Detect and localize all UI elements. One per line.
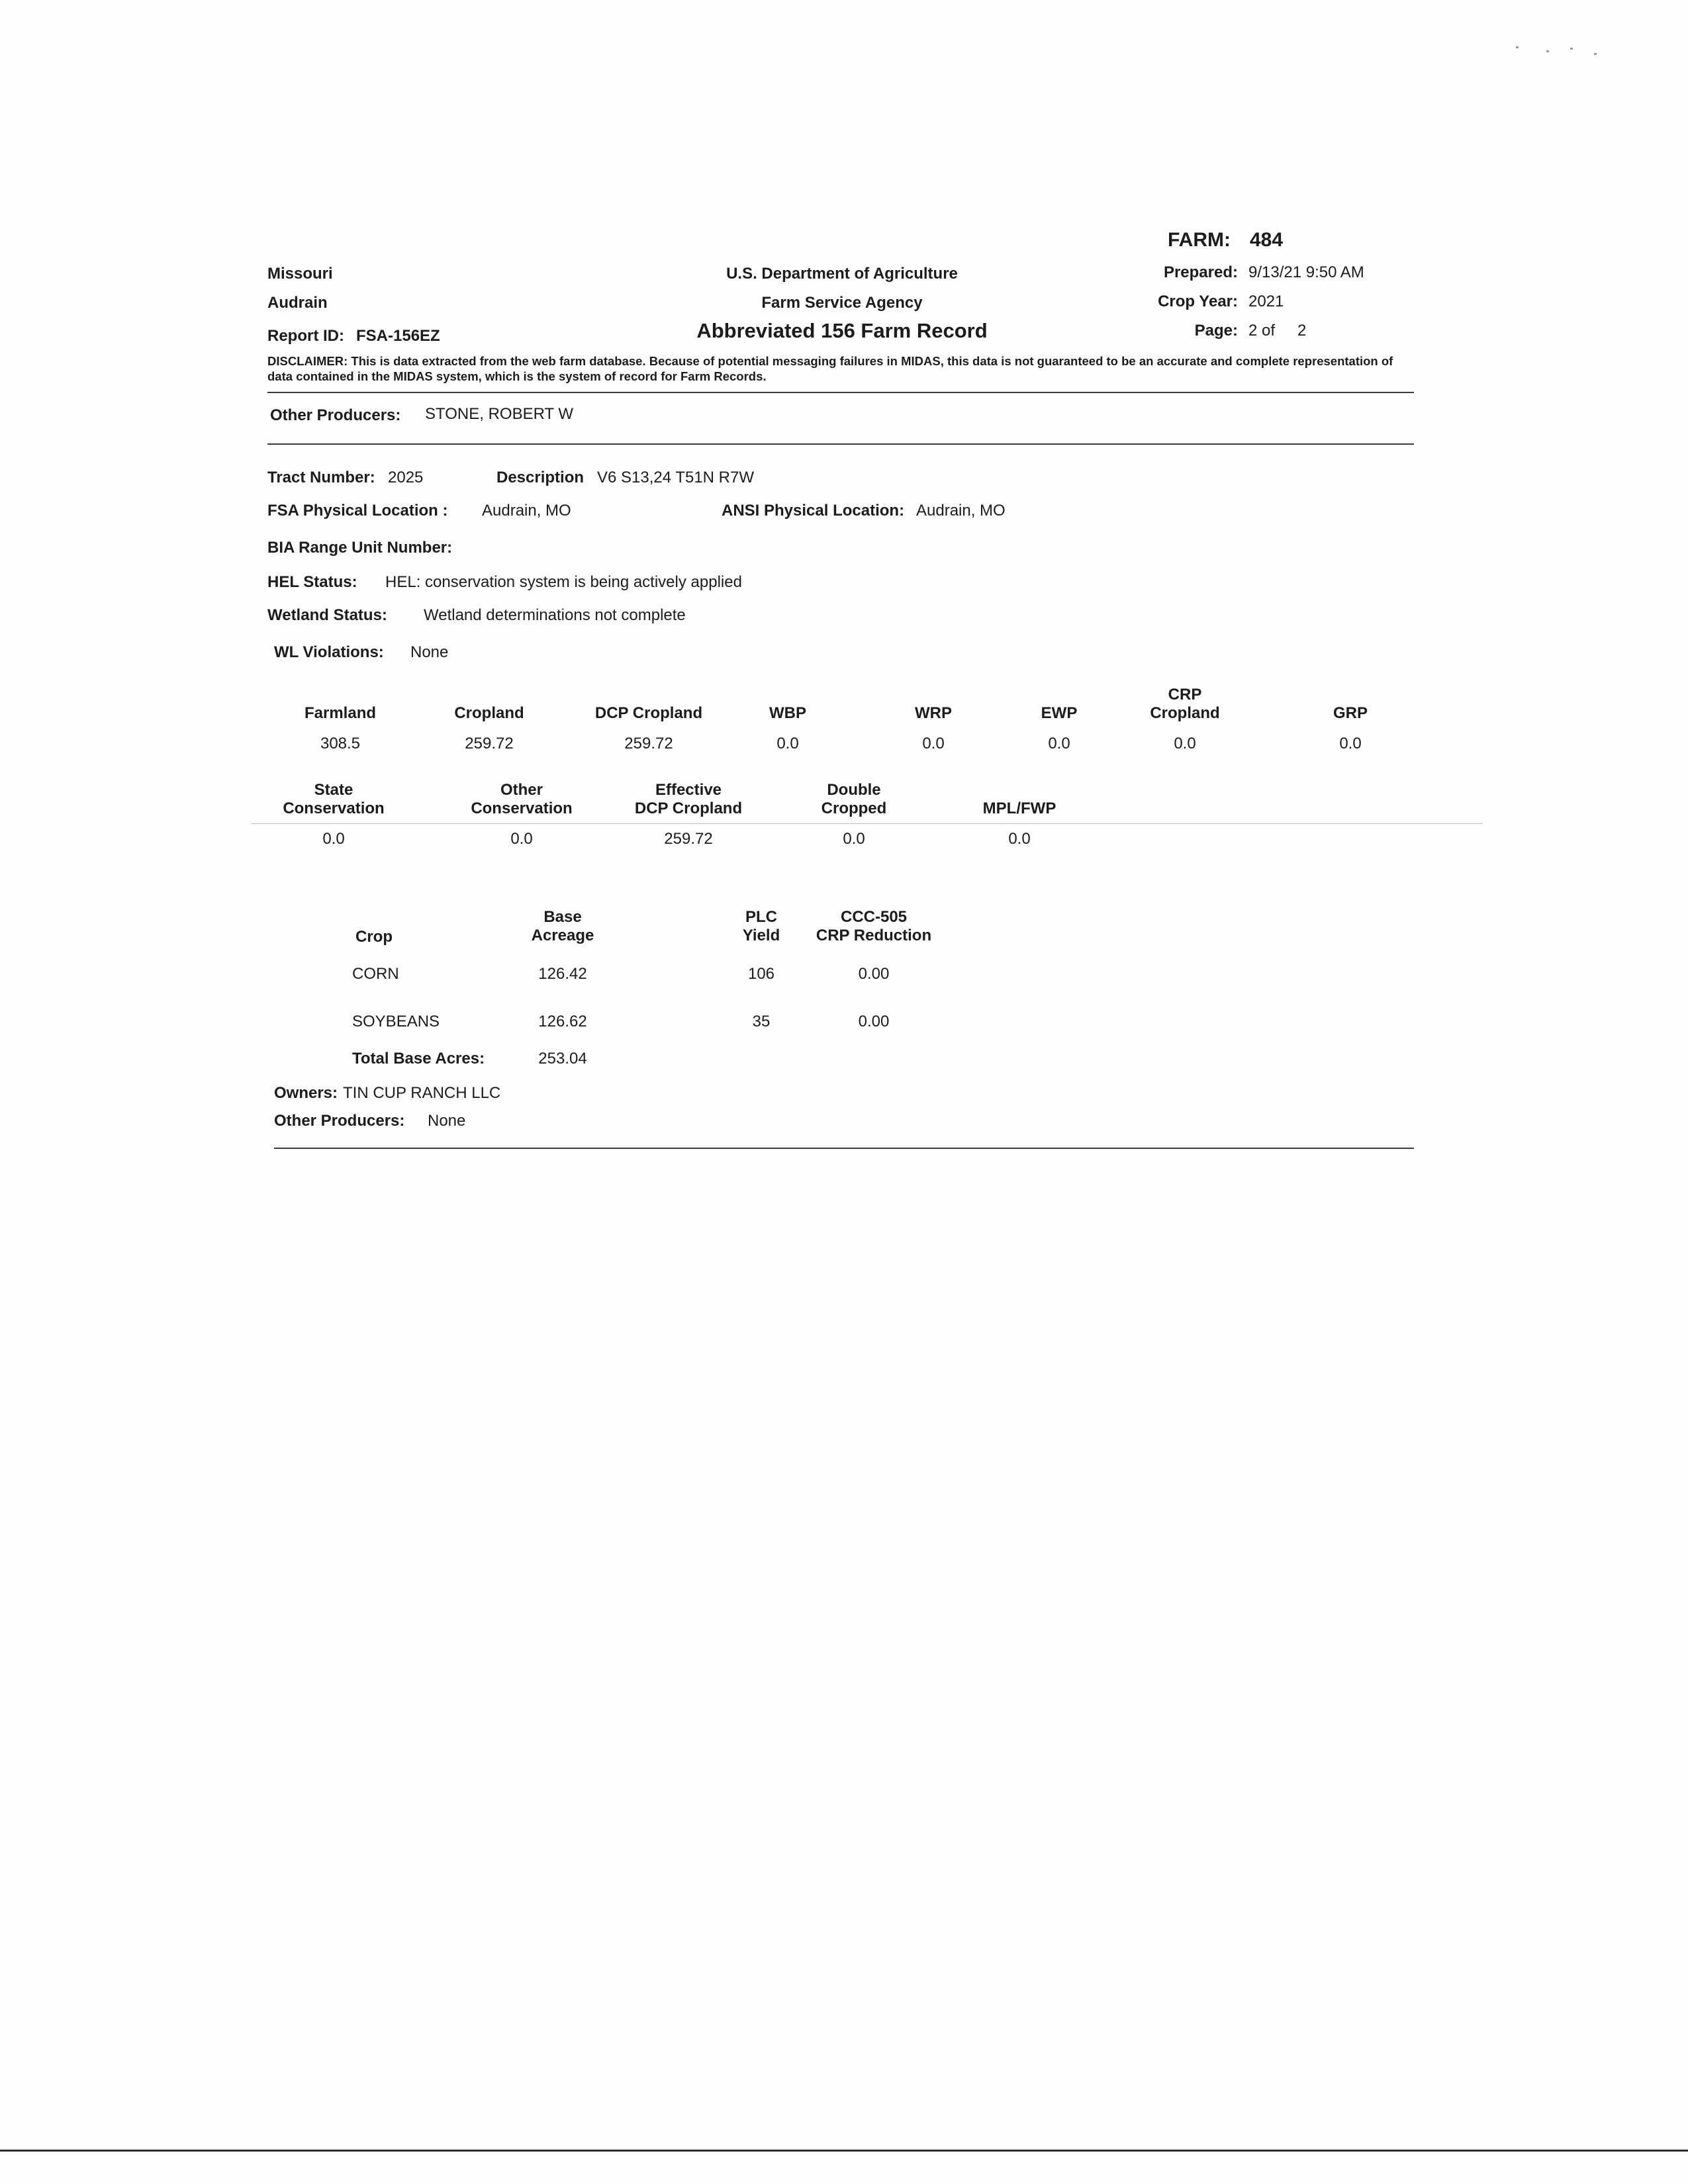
table-cell: 0.0 [922, 735, 945, 752]
crop-year-label: Crop Year: [1158, 293, 1238, 310]
table-cell: SOYBEANS [352, 1013, 440, 1030]
table-header: Crop [355, 928, 393, 946]
table-header: WBP [769, 704, 806, 722]
total-base-acres-label: Total Base Acres: [352, 1050, 485, 1068]
tract-description-value: V6 S13,24 T51N R7W [597, 469, 755, 486]
prepared-label: Prepared: [1163, 263, 1238, 281]
table-cell: 0.0 [1339, 735, 1362, 752]
scan-speck [1546, 50, 1549, 52]
table-header: Cropland [1150, 704, 1220, 722]
table-header: CCC-505 [840, 908, 908, 926]
table-cell: 0.00 [858, 1013, 890, 1030]
tract-description-label: Description [496, 469, 585, 486]
farm-number: 484 [1250, 229, 1284, 251]
table-header: MPL/FWP [982, 799, 1056, 817]
county-name: Audrain [267, 294, 328, 312]
table-cell: 0.0 [1008, 830, 1031, 848]
wl-violations-label: WL Violations: [274, 643, 384, 661]
state-name: Missouri [267, 265, 333, 283]
table-header: Double [827, 781, 881, 799]
table-header: Farmland [304, 704, 377, 722]
table-cell: 0.00 [858, 965, 890, 983]
tract-producers-value: None [428, 1112, 466, 1130]
farm-producers-label: Other Producers: [270, 406, 401, 424]
scan-speck [1570, 48, 1573, 50]
table-cell: 126.42 [538, 965, 587, 983]
table-header: Yield [742, 927, 780, 944]
table-header: Conservation [471, 799, 573, 817]
table-header: Cropped [821, 799, 887, 817]
crop-year-value: 2021 [1248, 293, 1284, 310]
owners-value: TIN CUP RANCH LLC [343, 1084, 501, 1102]
table-cell: 0.0 [776, 735, 799, 752]
farm-producers-value: STONE, ROBERT W [425, 405, 574, 423]
report-id-label: Report ID: [267, 327, 344, 345]
page-label: Page: [1194, 322, 1238, 340]
table-header: DCP Cropland [594, 704, 703, 722]
table-header: Base [543, 908, 582, 926]
table-cell: 259.72 [624, 735, 673, 752]
table-header: Acreage [531, 927, 594, 944]
table-header: Cropland [454, 704, 524, 722]
agency-line-1: U.S. Department of Agriculture [726, 265, 958, 283]
table-header: DCP Cropland [634, 799, 743, 817]
table-header: CRP [1168, 686, 1202, 704]
table-cell: 0.0 [322, 830, 345, 848]
wetland-status-label: Wetland Status: [267, 606, 387, 624]
ansi-location-value: Audrain, MO [916, 502, 1006, 520]
divider [267, 443, 1414, 445]
tract-number-value: 2025 [388, 469, 424, 486]
table-header: State [314, 781, 353, 799]
table-header: EWP [1041, 704, 1078, 722]
table-cell: 0.0 [510, 830, 533, 848]
ansi-location-label: ANSI Physical Location: [722, 502, 905, 520]
farm-label: FARM: [1168, 229, 1231, 251]
divider [267, 392, 1414, 393]
table-header: WRP [915, 704, 952, 722]
table-cell: 308.5 [320, 735, 361, 752]
page-value: 2 of [1248, 322, 1276, 340]
report-id-value: FSA-156EZ [356, 327, 440, 345]
report-title: Abbreviated 156 Farm Record [696, 319, 988, 342]
table-cell: 106 [747, 965, 775, 983]
table-cell: 0.0 [1174, 735, 1196, 752]
hel-status-value: HEL: conservation system is being actively applied [385, 573, 742, 591]
divider [252, 823, 1483, 824]
table-header: GRP [1333, 704, 1368, 722]
scan-speck [1594, 53, 1597, 55]
scan-bottom-edge [0, 2150, 1688, 2152]
table-header: CRP Reduction [816, 927, 932, 944]
table-cell: 35 [752, 1013, 771, 1030]
tract-producers-label: Other Producers: [274, 1112, 405, 1130]
scan-speck [1516, 46, 1519, 48]
table-cell: 0.0 [843, 830, 865, 848]
agency-line-2: Farm Service Agency [761, 294, 923, 312]
table-header: PLC [745, 908, 777, 926]
hel-status-label: HEL Status: [267, 573, 357, 591]
bia-range-label: BIA Range Unit Number: [267, 539, 453, 557]
table-cell: 0.0 [1048, 735, 1070, 752]
table-cell: 259.72 [664, 830, 713, 848]
table-header: Effective [655, 781, 722, 799]
page-total: 2 [1297, 322, 1307, 340]
owners-label: Owners: [274, 1084, 338, 1102]
wetland-status-value: Wetland determinations not complete [424, 606, 686, 624]
prepared-value: 9/13/21 9:50 AM [1248, 263, 1364, 281]
table-cell: 126.62 [538, 1013, 587, 1030]
total-base-acres-value: 253.04 [538, 1050, 587, 1068]
table-header: Other [500, 781, 543, 799]
fsa-location-value: Audrain, MO [482, 502, 571, 520]
disclaimer: DISCLAIMER: This is data extracted from the web farm database. Because of potential messaging failures in MIDAS, this data is not guaranteed to be an accurate and complete representation of data contained in the MIDAS system, which is the system of record for Farm Records. [267, 354, 1393, 384]
fsa-location-label: FSA Physical Location : [267, 502, 448, 520]
table-cell: 259.72 [465, 735, 514, 752]
divider [274, 1148, 1414, 1149]
tract-number-label: Tract Number: [267, 469, 375, 486]
table-cell: CORN [352, 965, 399, 983]
table-header: Conservation [283, 799, 385, 817]
wl-violations-value: None [410, 643, 449, 661]
